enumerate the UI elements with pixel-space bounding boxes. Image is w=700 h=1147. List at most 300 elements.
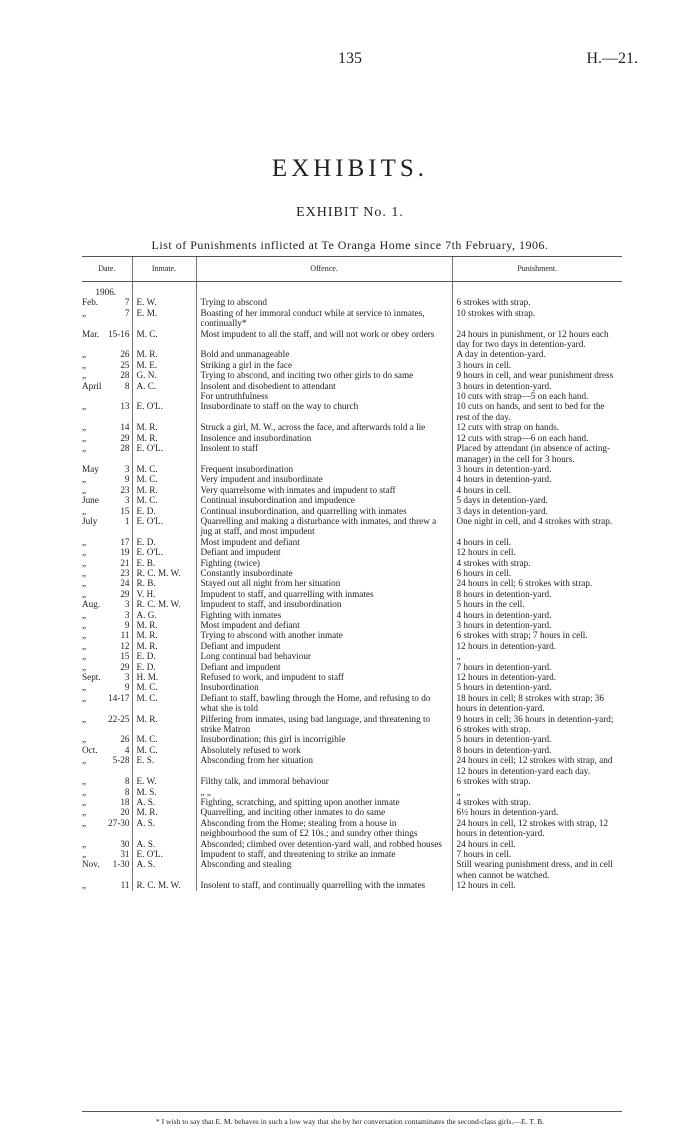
date-day: 26 <box>120 349 130 360</box>
table-row <box>82 443 622 464</box>
table-row <box>82 818 622 839</box>
punishments-table <box>82 256 622 891</box>
date-month: „ <box>82 505 87 516</box>
inmate-cell: H. M. <box>132 672 196 682</box>
date-cell <box>82 360 132 370</box>
date-day: 20 <box>120 807 130 818</box>
date-cell <box>82 880 132 890</box>
inmate-cell: E. D. <box>132 651 196 661</box>
date-month: Mar. <box>82 328 100 339</box>
date-month: „ <box>82 734 87 745</box>
punishment-cell: 9 hours in cell; 36 hours in detention-yard; 6 strokes with strap. <box>452 714 622 735</box>
table-row <box>82 578 622 588</box>
date-cell <box>82 401 132 422</box>
table-row <box>82 807 622 817</box>
inmate-cell: M. R. <box>132 630 196 640</box>
punishment-cell: 18 hours in cell; 8 strokes with strap; 36 hours in detention-yard. <box>452 693 622 714</box>
table-row <box>82 537 622 547</box>
table-header <box>82 257 622 282</box>
year-row <box>82 287 622 297</box>
punishment-cell: 6 strokes with strap. <box>452 776 622 786</box>
inmate-cell: G. N. <box>132 370 196 380</box>
punishments-table-container <box>82 256 622 891</box>
date-month: „ <box>82 807 87 818</box>
date-day: 8 <box>124 380 130 391</box>
table-row <box>82 776 622 786</box>
date-day: 15 <box>120 651 130 662</box>
date-cell <box>82 506 132 516</box>
date-day: 13 <box>120 401 130 412</box>
offence-cell: Insolence and insubordination <box>196 433 452 443</box>
table-row <box>82 672 622 682</box>
punishment-cell: 4 hours in cell. <box>452 485 622 495</box>
table-row <box>82 308 622 329</box>
inmate-cell: M. C. <box>132 693 196 714</box>
inmate-cell: A. S. <box>132 797 196 807</box>
table-body <box>82 282 622 891</box>
punishment-cell: „ <box>452 787 622 797</box>
punishment-cell: „ <box>452 651 622 661</box>
table-row <box>82 787 622 797</box>
offence-cell: Fighting, scratching, and spitting upon another inmate <box>196 797 452 807</box>
offence-cell: Most impudent and defiant <box>196 620 452 630</box>
date-month: „ <box>82 547 87 558</box>
date-cell <box>82 537 132 547</box>
table-row <box>82 641 622 651</box>
punishment-cell: 9 hours in cell, and wear punishment dress <box>452 370 622 380</box>
date-day: 23 <box>120 484 130 495</box>
date-month: „ <box>82 692 87 703</box>
inmate-cell: E. O'L. <box>132 547 196 557</box>
date-cell <box>82 516 132 537</box>
date-day: 1-30 <box>112 859 130 870</box>
date-cell <box>82 620 132 630</box>
date-month: „ <box>82 817 87 828</box>
offence-cell: Insubordination <box>196 682 452 692</box>
date-month: „ <box>82 588 87 599</box>
inmate-cell: E. O'L. <box>132 401 196 422</box>
date-day: 18 <box>120 796 130 807</box>
offence-cell: Struck a girl, M. W., across the face, and afterwards told a lie <box>196 422 452 432</box>
offence-cell: Insubordinate to staff on the way to church <box>196 401 452 422</box>
table-row <box>82 662 622 672</box>
date-month: Aug. <box>82 599 101 610</box>
inmate-cell: A. S. <box>132 818 196 839</box>
date-day: 1 <box>124 515 130 526</box>
date-day: 9 <box>124 620 130 630</box>
offence-cell: Continual insubordination, and quarrelling with inmates <box>196 506 452 516</box>
punishment-cell: 10 cuts on hands, and sent to bed for the rest of the day. <box>452 401 622 422</box>
date-month: „ <box>82 484 87 495</box>
punishment-cell: 10 cuts with strap—5 on each hand. <box>452 391 622 401</box>
date-day: 11 <box>120 880 130 891</box>
column-header-punishment: Punishment. <box>452 257 622 282</box>
table-row <box>82 599 622 609</box>
table-row <box>82 381 622 391</box>
date-month: April <box>82 380 102 391</box>
date-month: „ <box>82 796 87 807</box>
date-cell <box>82 745 132 755</box>
punishment-cell: 6 strokes with strap. <box>452 297 622 307</box>
date-day: 3 <box>124 672 130 683</box>
date-month: „ <box>82 578 87 589</box>
date-cell <box>82 433 132 443</box>
table-row <box>82 474 622 484</box>
date-day: 29 <box>120 432 130 443</box>
punishment-cell: 12 hours in cell. <box>452 547 622 557</box>
inmate-cell: R. C. M. W. <box>132 568 196 578</box>
punishment-cell: 12 cuts with strap—6 on each hand. <box>452 433 622 443</box>
offence-cell: Impudent to staff, and threatening to strike an inmate <box>196 849 452 859</box>
date-cell <box>82 422 132 432</box>
date-month: „ <box>82 307 87 318</box>
date-month: „ <box>82 432 87 443</box>
punishment-cell: A day in detention-yard. <box>452 349 622 359</box>
inmate-cell: M. R. <box>132 485 196 495</box>
offence-cell: Impudent to staff, and quarrelling with inmates <box>196 589 452 599</box>
offence-cell: Boasting of her immoral conduct while at service to inmates, continually* <box>196 308 452 329</box>
date-cell <box>82 578 132 588</box>
inmate-cell: M. R. <box>132 641 196 651</box>
offence-cell: Defiant to staff, bawling through the Home, and refusing to do what she is told <box>196 693 452 714</box>
date-cell <box>82 495 132 505</box>
date-cell <box>82 464 132 474</box>
date-month: July <box>82 515 98 526</box>
date-cell <box>82 807 132 817</box>
inmate-cell: M. R. <box>132 433 196 443</box>
date-day: 3 <box>124 599 130 610</box>
date-month: „ <box>82 880 87 891</box>
date-cell <box>82 349 132 359</box>
table-row <box>82 610 622 620</box>
offence-cell: Long continual bad behaviour <box>196 651 452 661</box>
date-cell <box>82 651 132 661</box>
date-cell <box>82 839 132 849</box>
table-row <box>82 329 622 350</box>
punishment-cell: Still wearing punishment dress, and in cell when cannot be watched. <box>452 859 622 880</box>
date-month: „ <box>82 422 87 433</box>
offence-cell: Trying to abscond with another inmate <box>196 630 452 640</box>
offence-cell: Trying to abscond <box>196 297 452 307</box>
table-row <box>82 682 622 692</box>
column-header-offence: Offence. <box>196 257 452 282</box>
offence-cell: Stayed out all night from her situation <box>196 578 452 588</box>
date-day: 5-28 <box>112 755 130 766</box>
offence-cell: Absconding and stealing <box>196 859 452 880</box>
date-cell <box>82 734 132 744</box>
punishment-cell: 3 hours in detention-yard. <box>452 381 622 391</box>
date-cell <box>82 682 132 692</box>
table-row <box>82 714 622 735</box>
column-header-inmate: Inmate. <box>132 257 196 282</box>
inmate-cell: A. C. <box>132 381 196 391</box>
date-cell <box>82 849 132 859</box>
date-day: 7 <box>124 297 130 308</box>
inmate-cell: M. C. <box>132 495 196 505</box>
date-day: 9 <box>124 682 130 693</box>
punishment-cell: 4 strokes with strap. <box>452 797 622 807</box>
offence-cell: Constantly insubordinate <box>196 568 452 578</box>
date-month: May <box>82 463 99 474</box>
punishment-cell: 5 hours in detention-yard. <box>452 682 622 692</box>
punishment-cell: 6 hours in cell. <box>452 568 622 578</box>
inmate-cell: R. C. M. W. <box>132 599 196 609</box>
date-day: 29 <box>120 588 130 599</box>
punishment-cell: 12 cuts with strap on hands. <box>452 422 622 432</box>
date-day: 3 <box>124 495 130 506</box>
date-cell <box>82 714 132 735</box>
date-cell <box>82 776 132 786</box>
punishment-cell: 4 strokes with strap. <box>452 558 622 568</box>
offence-cell: Quarrelling and making a disturbance with inmates, and threw a jug at staff, and most impudent <box>196 516 452 537</box>
date-month: Feb. <box>82 297 99 308</box>
table-row <box>82 516 622 537</box>
date-cell <box>82 599 132 609</box>
table-row <box>82 745 622 755</box>
date-month: „ <box>82 755 87 766</box>
date-cell <box>82 443 132 464</box>
offence-cell: Impudent to staff, and insubordination <box>196 599 452 609</box>
table-row <box>82 433 622 443</box>
offence-cell: Very quarrelsome with inmates and impudent to staff <box>196 485 452 495</box>
inmate-cell: M. R. <box>132 807 196 817</box>
table-row <box>82 797 622 807</box>
table-row <box>82 849 622 859</box>
offence-cell: Absconding from her situation <box>196 755 452 776</box>
page-reference: H.—21. <box>586 50 638 67</box>
date-month: „ <box>82 630 87 641</box>
table-row <box>82 495 622 505</box>
inmate-cell: E. D. <box>132 506 196 516</box>
inmate-cell: E. W. <box>132 297 196 307</box>
punishment-cell: 3 days in detention-yard. <box>452 506 622 516</box>
date-day: 17 <box>120 536 130 547</box>
inmate-cell: E. B. <box>132 558 196 568</box>
punishment-cell: 24 hours in cell, 12 strokes with strap, 12 hours in detention-yard. <box>452 818 622 839</box>
date-month: Sept. <box>82 672 101 683</box>
inmate-cell: M. S. <box>132 787 196 797</box>
table-row <box>82 506 622 516</box>
date-cell <box>82 818 132 839</box>
date-month: „ <box>82 651 87 662</box>
table-row <box>82 297 622 307</box>
date-month: „ <box>82 474 87 485</box>
punishment-cell: 24 hours in cell; 12 strokes with strap, and 12 hours in detention-yard each day. <box>452 755 622 776</box>
date-cell <box>82 672 132 682</box>
punishment-cell: 12 hours in detention-yard. <box>452 672 622 682</box>
offence-cell: Trying to abscond, and inciting two other girls to do same <box>196 370 452 380</box>
punishment-cell: 4 hours in detention-yard. <box>452 610 622 620</box>
date-month: „ <box>82 536 87 547</box>
date-month: „ <box>82 557 87 568</box>
punishment-cell: 7 hours in cell. <box>452 849 622 859</box>
date-cell <box>82 485 132 495</box>
table-row <box>82 839 622 849</box>
date-month: „ <box>82 620 87 630</box>
date-cell <box>82 662 132 672</box>
date-day: 15-16 <box>108 328 130 339</box>
year-label: 1906. <box>95 287 117 297</box>
offence-cell: Insolent and disobedient to attendant <box>196 381 452 391</box>
offence-cell: Fighting (twice) <box>196 558 452 568</box>
date-day: 31 <box>120 848 130 859</box>
date-cell <box>82 641 132 651</box>
inmate-cell: M. C. <box>132 474 196 484</box>
date-day: 28 <box>120 370 130 381</box>
punishment-cell: 4 hours in detention-yard. <box>452 474 622 484</box>
offence-cell: Striking a girl in the face <box>196 360 452 370</box>
table-row <box>82 859 622 880</box>
punishment-cell: 5 days in detention-yard. <box>452 495 622 505</box>
table-row <box>82 693 622 714</box>
date-month: „ <box>82 661 87 672</box>
exhibit-heading: EXHIBIT No. 1. <box>296 205 404 220</box>
date-day: 21 <box>120 557 130 568</box>
table-row <box>82 734 622 744</box>
offence-cell: „ „ <box>196 787 452 797</box>
footnote: * I wish to say that E. M. behaves in such a low way that she by her conversation contaminates the second-class girls.—E. T. B. <box>155 1117 545 1126</box>
date-month: „ <box>82 370 87 381</box>
date-cell <box>82 859 132 880</box>
date-cell <box>82 558 132 568</box>
offence-cell: Frequent insubordination <box>196 464 452 474</box>
table-row <box>82 620 622 630</box>
punishment-cell: 3 hours in detention-yard. <box>452 620 622 630</box>
punishment-cell: 12 hours in cell. <box>452 880 622 890</box>
inmate-cell: M. R. <box>132 349 196 359</box>
date-cell <box>82 787 132 797</box>
offence-cell: Absconded; climbed over detention-yard wall, and robbed houses <box>196 839 452 849</box>
inmate-cell: M. C. <box>132 464 196 474</box>
punishment-cell: 3 hours in detention-yard. <box>452 464 622 474</box>
date-day: 19 <box>120 547 130 558</box>
inmate-cell: E. M. <box>132 308 196 329</box>
table-row <box>82 630 622 640</box>
date-day: 8 <box>124 786 130 797</box>
date-day: 15 <box>120 505 130 516</box>
inmate-cell: E. O'L. <box>132 849 196 859</box>
date-month: Oct. <box>82 744 98 755</box>
date-cell <box>82 391 132 401</box>
date-month: „ <box>82 848 87 859</box>
punishment-cell: 24 hours in cell; 6 strokes with strap. <box>452 578 622 588</box>
inmate-cell: M. C. <box>132 734 196 744</box>
punishment-cell: 10 strokes with strap. <box>452 308 622 329</box>
footnote-rule <box>82 1111 622 1112</box>
inmate-cell: R. C. M. W. <box>132 880 196 890</box>
punishment-cell: 24 hours in cell. <box>452 839 622 849</box>
offence-cell: Defiant and impudent <box>196 641 452 651</box>
date-month: June <box>82 495 99 506</box>
table-row <box>82 391 622 401</box>
inmate-cell: M. R. <box>132 620 196 630</box>
table-row <box>82 755 622 776</box>
date-day: 29 <box>120 661 130 672</box>
punishment-cell: 8 hours in detention-yard. <box>452 745 622 755</box>
table-row <box>82 360 622 370</box>
date-month: „ <box>82 682 87 693</box>
date-cell <box>82 297 132 307</box>
inmate-cell: E. W. <box>132 776 196 786</box>
table-row <box>82 568 622 578</box>
date-day: 12 <box>120 640 130 651</box>
table-row <box>82 880 622 890</box>
offence-cell: Fighting with inmates <box>196 610 452 620</box>
column-header-date: Date. <box>82 257 132 282</box>
date-month: „ <box>82 567 87 578</box>
offence-cell: Defiant and impudent <box>196 662 452 672</box>
offence-cell: Insolent to staff, and continually quarrelling with the inmates <box>196 880 452 890</box>
date-cell <box>82 381 132 391</box>
table-row <box>82 349 622 359</box>
date-month: „ <box>82 609 87 620</box>
table-row <box>82 422 622 432</box>
punishment-cell: 5 hours in the cell. <box>452 599 622 609</box>
date-day: 8 <box>124 776 130 787</box>
date-cell <box>82 693 132 714</box>
date-day: 30 <box>120 838 130 849</box>
date-day: 26 <box>120 734 130 745</box>
date-cell <box>82 589 132 599</box>
date-day: 11 <box>120 630 130 641</box>
punishment-cell: Placed by attendant (in absence of acting-manager) in the cell for 3 hours. <box>452 443 622 464</box>
date-day: 25 <box>120 359 130 370</box>
date-cell <box>82 755 132 776</box>
inmate-cell: E. D. <box>132 537 196 547</box>
inmate-cell: M. C. <box>132 329 196 350</box>
date-day: 28 <box>120 443 130 454</box>
table-row <box>82 485 622 495</box>
offence-cell: Filthy talk, and immoral behaviour <box>196 776 452 786</box>
date-day: 3 <box>124 463 130 474</box>
punishment-cell: 6½ hours in detention-yard. <box>452 807 622 817</box>
inmate-cell: V. H. <box>132 589 196 599</box>
punishment-cell: 24 hours in punishment, or 12 hours each day for two days in detention-yard. <box>452 329 622 350</box>
date-day: 9 <box>124 474 130 485</box>
date-day: 24 <box>120 578 130 589</box>
offence-cell: Very impudent and insubordinate <box>196 474 452 484</box>
date-day: 4 <box>124 744 130 755</box>
punishment-cell: 6 strokes with strap; 7 hours in cell. <box>452 630 622 640</box>
table-row <box>82 401 622 422</box>
page-header <box>0 50 700 72</box>
date-cell <box>82 797 132 807</box>
date-month: „ <box>82 401 87 412</box>
offence-cell: Defiant and impudent <box>196 547 452 557</box>
date-month: „ <box>82 786 87 797</box>
date-month: „ <box>82 443 87 454</box>
date-cell <box>82 308 132 329</box>
inmate-cell: M. R. <box>132 714 196 735</box>
inmate-cell: A. S. <box>132 839 196 849</box>
punishment-cell: 5 hours in detention-yard. <box>452 734 622 744</box>
inmate-cell: A. G. <box>132 610 196 620</box>
inmate-cell: M. R. <box>132 422 196 432</box>
date-month: „ <box>82 640 87 651</box>
inmate-cell <box>132 391 196 401</box>
date-cell <box>82 370 132 380</box>
table-row <box>82 547 622 557</box>
punishment-cell: One night in cell, and 4 strokes with strap. <box>452 516 622 537</box>
table-row <box>82 464 622 474</box>
offence-cell: Refused to work, and impudent to staff <box>196 672 452 682</box>
table-row <box>82 589 622 599</box>
inmate-cell: R. B. <box>132 578 196 588</box>
offence-cell: Continual insubordination and impudence <box>196 495 452 505</box>
punishment-cell: 7 hours in detention-yard. <box>452 662 622 672</box>
date-month: „ <box>82 838 87 849</box>
date-cell <box>82 474 132 484</box>
